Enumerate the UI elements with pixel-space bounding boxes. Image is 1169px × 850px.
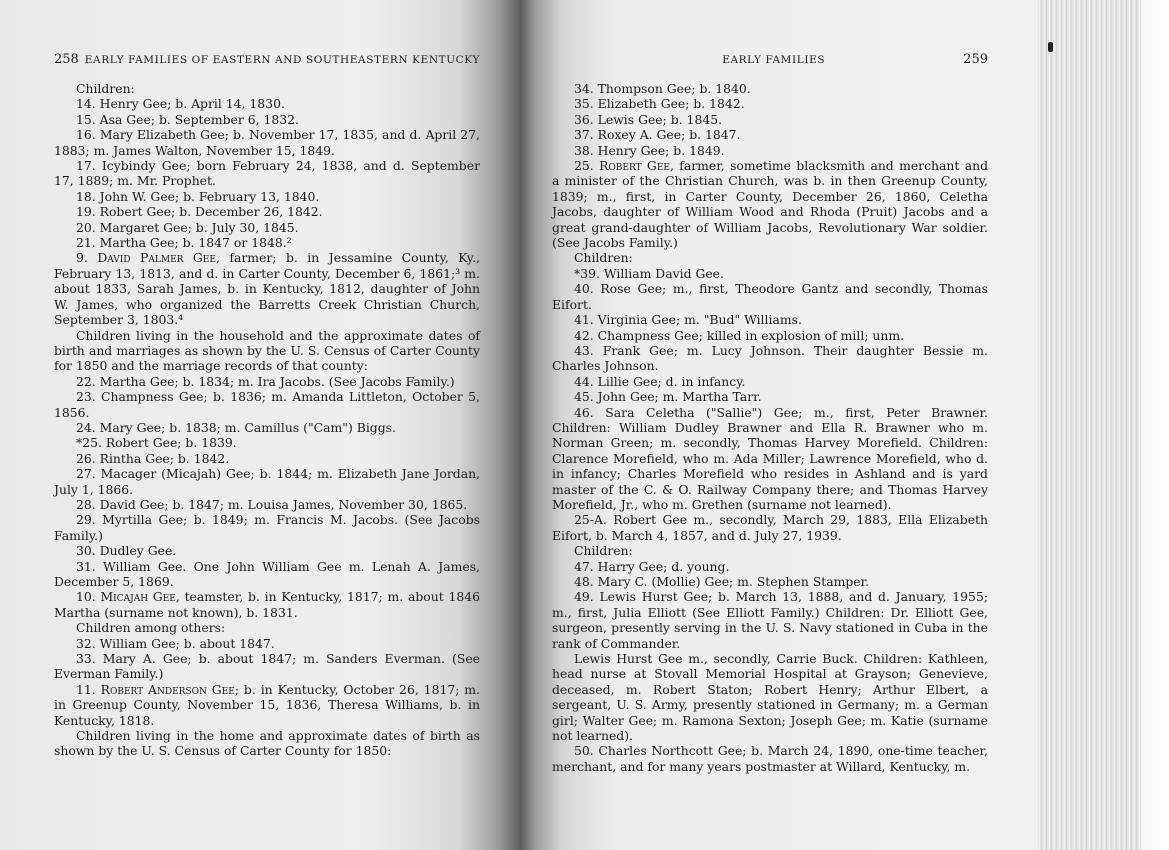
- paragraph: 19. Robert Gee; b. December 26, 1842.: [76, 204, 323, 220]
- paragraph: 33. Mary A. Gee; b. about 1847; m. Sanders Everman. (See Everman Family.): [54, 651, 480, 682]
- person-name: Micajah Gee: [100, 589, 176, 605]
- paragraph: 45. John Gee; m. Martha Tarr.: [574, 389, 762, 405]
- right-page-number: 259: [963, 52, 988, 67]
- paragraph: Children living in the home and approximate dates of birth as shown by the U. S. Census of Carter County for 1850:: [54, 728, 480, 759]
- paragraph: 18. John W. Gee; b. February 13, 1840.: [76, 188, 320, 204]
- paragraph: 27. Macager (Micajah) Gee; b. 1844; m. Elizabeth Jane Jordan, July 1, 1866.: [54, 466, 480, 497]
- paragraph: 41. Virginia Gee; m. "Bud" Williams.: [574, 312, 802, 328]
- right-page-header: [552, 52, 988, 67]
- left-page-body: [54, 81, 480, 759]
- paragraph: 29. Myrtilla Gee; b. 1849; m. Francis M. Jacobs. (See Jacobs Family.): [54, 512, 480, 543]
- paragraph: *39. William David Gee.: [574, 265, 724, 281]
- page-edges: [1038, 0, 1169, 850]
- paragraph: 38. Henry Gee; b. 1849.: [574, 142, 725, 158]
- paragraph: 40. Rose Gee; m., first, Theodore Gantz and secondly, Thomas Eifort.: [552, 281, 988, 312]
- paragraph: 30. Dudley Gee.: [76, 543, 177, 559]
- entry-text: , teamster, b. in Kentucky, 1817; m. about 1846 Martha (surname not known), b. 1831.: [54, 589, 480, 620]
- paragraph: Children:: [76, 81, 135, 96]
- paragraph: [54, 250, 480, 327]
- paragraph: 44. Lillie Gee; d. in infancy.: [574, 373, 746, 389]
- paragraph: 17. Icybindy Gee; born February 24, 1838, and d. September 17, 1889; m. Mr. Prophet.: [54, 158, 480, 189]
- left-page-number: 258: [54, 52, 79, 67]
- paragraph: [54, 682, 480, 728]
- entry-number: 25.: [574, 158, 600, 174]
- paragraph: 46. Sara Celetha ("Sallie") Gee; m., first, Peter Brawner. Children: William Dudley Brawner and Ella R. Brawner who m. Norman Green; m. secondly, Thomas Harvey Morefield. Children: Clarence Morefield, who m. Ada Miller; Lawrence Morefield, who d. in infancy; Charles Morefield who resides in Ashland and is yard master of the C. & O. Railway Company there; and Thomas Harvey Morefield, Jr., who m. Grethen (surname not learned).: [552, 404, 988, 512]
- paragraph: [54, 589, 480, 620]
- left-page-header: [54, 52, 480, 67]
- paragraph: Children living in the household and the approximate dates of birth and marriages as shown by the U. S. Census of Carter County for 1850 and the marriage records of that county:: [54, 327, 480, 374]
- entry-number: 9.: [76, 250, 98, 266]
- paragraph: 48. Mary C. (Mollie) Gee; m. Stephen Stamper.: [574, 574, 870, 589]
- paragraph: 20. Margaret Gee; b. July 30, 1845.: [76, 219, 299, 235]
- person-name: Robert Anderson Gee: [100, 681, 235, 697]
- paragraph: 34. Thompson Gee; b. 1840.: [574, 81, 751, 96]
- page-edge-mark: [1048, 42, 1053, 52]
- paragraph: Children:: [574, 250, 633, 266]
- right-page: [520, 0, 1038, 850]
- paragraph: 36. Lewis Gee; b. 1845.: [574, 111, 723, 127]
- paragraph: 23. Champness Gee; b. 1836; m. Amanda Littleton, October 5, 1856.: [54, 389, 480, 420]
- paragraph: *25. Robert Gee; b. 1839.: [76, 435, 237, 451]
- paragraph: 43. Frank Gee; m. Lucy Johnson. Their daughter Bessie m. Charles Johnson.: [552, 342, 988, 374]
- paragraph: 16. Mary Elizabeth Gee; b. November 17, 1835, and d. April 27, 1883; m. James Walton, November 15, 1849.: [54, 127, 480, 158]
- paragraph: 35. Elizabeth Gee; b. 1842.: [574, 96, 745, 112]
- right-running-head: EARLY FAMILIES: [722, 54, 826, 66]
- paragraph: 25-A. Robert Gee m., secondly, March 29, 1883, Ella Elizabeth Eifort, b. March 4, 1857, and d. July 27, 1939.: [552, 512, 988, 543]
- paragraph: Children among others:: [76, 620, 226, 636]
- paragraph: 24. Mary Gee; b. 1838; m. Camillus ("Cam") Biggs.: [76, 419, 396, 435]
- paragraph: 32. William Gee; b. about 1847.: [76, 635, 275, 651]
- paragraph: 14. Henry Gee; b. April 14, 1830.: [76, 96, 285, 112]
- left-running-head: EARLY FAMILIES OF EASTERN AND SOUTHEASTERN KENTUCKY: [84, 54, 480, 66]
- paragraph: 42. Champness Gee; killed in explosion of mill; unm.: [574, 327, 905, 343]
- paragraph: Lewis Hurst Gee m., secondly, Carrie Buck. Children: Kathleen, head nurse at Stovall Memorial Hospital at Grayson; Genevieve, deceased, m. Robert Staton; Robert Henry; Arthur Elbert, a sergeant, U. S. Army, presently stationed in Germany; m. a German girl; Walter Gee; m. Ramona Sexton; Joseph Gee; m. Katie (surname not learned).: [552, 651, 988, 744]
- entry-number: 10.: [76, 589, 101, 605]
- paragraph: 28. David Gee; b. 1847; m. Louisa James, November 30, 1865.: [76, 496, 468, 512]
- paragraph: 37. Roxey A. Gee; b. 1847.: [574, 127, 741, 143]
- paragraph: 22. Martha Gee; b. 1834; m. Ira Jacobs. (See Jacobs Family.): [76, 373, 455, 389]
- paragraph: 47. Harry Gee; d. young.: [574, 558, 730, 574]
- person-name: David Palmer Gee: [97, 250, 216, 266]
- paragraph: 49. Lewis Hurst Gee; b. March 13, 1888, and d. January, 1955; m., first, Julia Elliott (See Elliott Family.) Children: Dr. Elliott Gee, surgeon, presently serving in the U. S. Navy stationed in Cuba in the rank of Commander.: [552, 589, 988, 651]
- paragraph: 26. Rintha Gee; b. 1842.: [76, 450, 230, 466]
- paragraph: 31. William Gee. One John William Gee m. Lenah A. James, December 5, 1869.: [54, 558, 480, 589]
- paragraph: 50. Charles Northcott Gee; b. March 24, 1890, one-time teacher, merchant, and for many years postmaster at Willard, Kentucky, m.: [552, 743, 988, 774]
- person-name: Robert Gee: [599, 158, 670, 174]
- right-page-body: [552, 81, 988, 774]
- paragraph: [552, 158, 988, 250]
- paragraph: Children:: [574, 543, 633, 559]
- entry-number: 11.: [76, 681, 101, 697]
- entry-text: ; b. in Kentucky, October 26, 1817; m. in Greenup County, November 15, 1836, Theresa Williams, b. in Kentucky, 1818.: [54, 681, 480, 728]
- paragraph: 21. Martha Gee; b. 1847 or 1848.²: [76, 235, 292, 251]
- entry-text: , farmer; b. in Jessamine County, Ky., February 13, 1813, and d. in Carter County, December 6, 1861;³ m. about 1833, Sarah James, b. in Kentucky, 1812, daughter of John W. James, who organized the Barretts Creek Christian Church, September 3, 1803.⁴: [54, 250, 480, 328]
- entry-text: , farmer, sometime blacksmith and merchant and a minister of the Christian Church, was b. in then Greenup County, 1839; m., first, in Carter County, December 26, 1860, Celetha Jacobs, daughter of William Wood and Rhoda (Pruit) Jacobs and a great grand-daughter of William Jacobs, Revolutionary War soldier. (See Jacobs Family.): [552, 158, 988, 251]
- left-page: [0, 0, 520, 850]
- paragraph: 15. Asa Gee; b. September 6, 1832.: [76, 111, 299, 127]
